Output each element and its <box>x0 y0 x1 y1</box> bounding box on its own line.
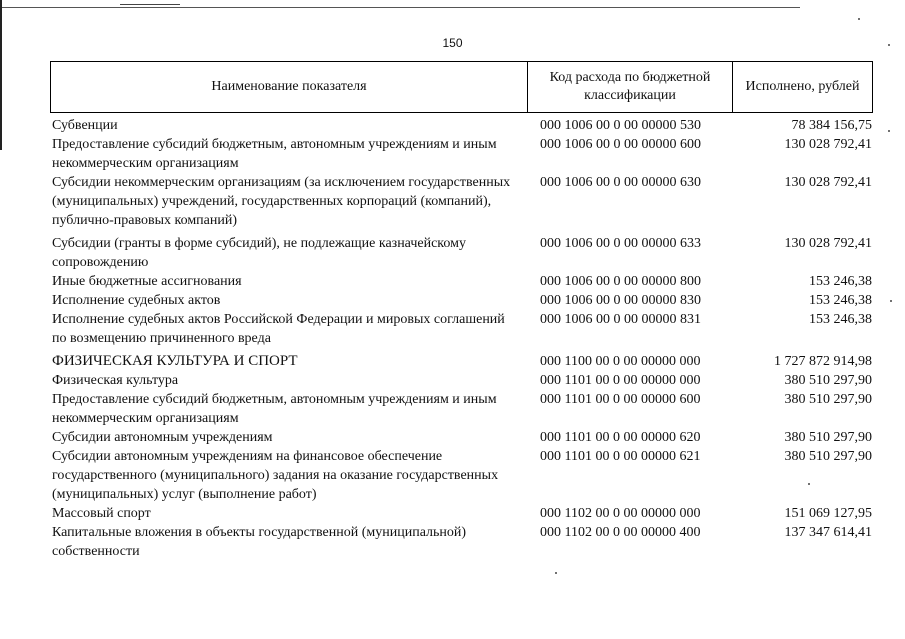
scan-top-mark <box>120 4 180 5</box>
row-code: 000 1006 00 0 00 00000 830 <box>540 293 701 308</box>
row-name: Предоставление субсидий бюджетным, автономным учреждениям и иным некоммерческим организациям <box>52 392 497 426</box>
row-code: 000 1101 00 0 00 00000 600 <box>540 392 701 407</box>
row-code: 000 1101 00 0 00 00000 621 <box>540 449 701 464</box>
row-name: ФИЗИЧЕСКАЯ КУЛЬТУРА И СПОРТ <box>52 353 298 369</box>
table-row <box>52 504 872 523</box>
row-code: 000 1102 00 0 00 00000 400 <box>540 525 701 540</box>
row-amount: 380 510 297,90 <box>784 392 872 407</box>
scan-speck <box>858 18 860 20</box>
scan-speck <box>888 44 890 46</box>
table-row <box>52 428 872 447</box>
row-code: 000 1006 00 0 00 00000 600 <box>540 137 701 152</box>
table-row <box>52 523 872 561</box>
row-code: 000 1101 00 0 00 00000 000 <box>540 373 701 388</box>
table-row <box>52 116 872 135</box>
header-amount: Исполнено, рублей <box>745 79 860 94</box>
row-amount: 153 246,38 <box>809 312 872 327</box>
row-name: Субсидии автономным учреждениям <box>52 430 273 445</box>
table-row-section <box>52 352 872 371</box>
scan-speck <box>888 130 890 132</box>
table-row <box>52 447 872 504</box>
row-amount: 137 347 614,41 <box>784 525 872 540</box>
row-code: 000 1101 00 0 00 00000 620 <box>540 430 701 445</box>
row-name: Предоставление субсидий бюджетным, автономным учреждениям и иным некоммерческим организациям <box>52 137 497 171</box>
row-amount: 380 510 297,90 <box>784 449 872 464</box>
row-name: Субвенции <box>52 118 118 133</box>
row-amount: 130 028 792,41 <box>784 236 872 251</box>
table-row <box>52 310 872 348</box>
table-body <box>52 116 872 561</box>
table-row <box>52 135 872 173</box>
row-code: 000 1006 00 0 00 00000 831 <box>540 312 701 327</box>
row-amount: 130 028 792,41 <box>784 137 872 152</box>
row-code: 000 1006 00 0 00 00000 800 <box>540 274 701 289</box>
row-amount: 380 510 297,90 <box>784 373 872 388</box>
row-amount: 78 384 156,75 <box>791 118 872 133</box>
scan-speck <box>808 483 810 485</box>
row-code: 000 1102 00 0 00 00000 000 <box>540 506 701 521</box>
row-name: Физическая культура <box>52 373 179 388</box>
row-amount: 151 069 127,95 <box>784 506 872 521</box>
table-header <box>50 61 873 113</box>
row-amount: 130 028 792,41 <box>784 175 872 190</box>
table-row <box>52 234 872 272</box>
row-name: Массовый спорт <box>52 506 151 521</box>
row-name: Субсидии некоммерческим организациям (за исключением государственных (муниципальных) учреждений, государственных корпораций (компаний), публично-правовых компаний) <box>52 175 511 228</box>
table-row <box>52 272 872 291</box>
scan-speck <box>890 300 892 302</box>
row-code: 000 1100 00 0 00 00000 000 <box>540 354 701 369</box>
row-name: Исполнение судебных актов Российской Федерации и мировых соглашений по возмещению причиненного вреда <box>52 312 505 346</box>
scan-speck <box>555 572 557 574</box>
page-number: 150 <box>442 36 463 50</box>
row-name: Исполнение судебных актов <box>52 293 221 308</box>
header-code: Код расхода по бюджетной классификации <box>528 62 733 112</box>
row-amount: 1 727 872 914,98 <box>774 354 872 369</box>
row-amount: 153 246,38 <box>809 274 872 289</box>
scan-top-rule <box>0 7 800 8</box>
row-code: 000 1006 00 0 00 00000 633 <box>540 236 701 251</box>
row-name: Капитальные вложения в объекты государственной (муниципальной) собственности <box>52 525 467 559</box>
header-name: Наименование показателя <box>51 62 528 112</box>
table-row <box>52 390 872 428</box>
row-name: Иные бюджетные ассигнования <box>52 274 242 289</box>
row-amount: 380 510 297,90 <box>784 430 872 445</box>
row-name: Субсидии (гранты в форме субсидий), не подлежащие казначейскому сопровождению <box>52 236 466 270</box>
row-code: 000 1006 00 0 00 00000 530 <box>540 118 701 133</box>
row-amount: 153 246,38 <box>809 293 872 308</box>
row-code: 000 1006 00 0 00 00000 630 <box>540 175 701 190</box>
table-row <box>52 371 872 390</box>
row-name: Субсидии автономным учреждениям на финансовое обеспечение государственного (муниципального) задания на оказание государственных (муниципальных) услуг (выполнение работ) <box>52 449 499 502</box>
scan-left-edge <box>0 0 2 150</box>
table-row <box>52 291 872 310</box>
table-row <box>52 173 872 230</box>
